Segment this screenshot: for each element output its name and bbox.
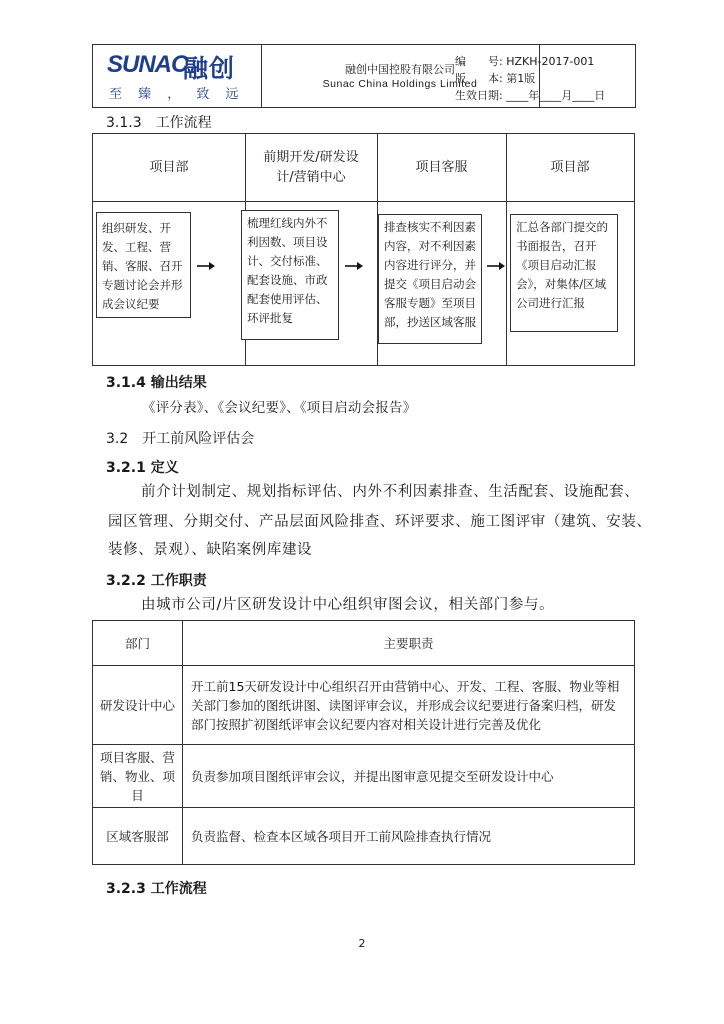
logo-cell [93, 45, 262, 107]
flow-box-3: 排查核实不利因素内容，对不利因素内容进行评分，并提交《项目启动会客服专题》至项目部，抄送区域客服 [378, 214, 482, 344]
table-row-3-duty: 负责监督、检查本区域各项目开工前风险排查执行情况 [191, 828, 492, 844]
table-row-1-dept: 研发设计中心 [99, 697, 175, 713]
flow-arrow-icon [197, 261, 215, 271]
sunac-logo-chinese: 融创 [183, 54, 236, 83]
table-row-2-duty: 负责参加项目图纸评审会议，并提出图审意见提交至研发设计中心 [191, 768, 554, 784]
table-header-dept: 部门 [124, 635, 150, 651]
section-3-2-1-text-line3: 装修、景观）、缺陷案例库建设 [108, 542, 313, 558]
flow-col-header-2: 前期开发/研发设计/营销中心 [263, 149, 359, 185]
flow-col-header-1: 项目部 [149, 159, 189, 175]
logo-slogan: 至 臻 ， 致 远 [109, 87, 245, 102]
flow-arrow-icon [487, 261, 505, 271]
section-3-2-1-text-line1: 前介计划制定、规划指标评估、内外不利因素排查、生活配套、设施配套、 [141, 484, 640, 500]
section-3-2-heading: 3.2 开工前风险评估会 [106, 431, 255, 447]
responsibility-table [92, 620, 635, 865]
flow-box-4: 汇总各部门提交的书面报告，召开《项目启动汇报会》，对集体/区域公司进行汇报 [510, 214, 618, 332]
effective-date: 生效日期: ____年____月____日 [455, 89, 606, 102]
table-row-2-dept: 项目客服、营销、物业、项目 [99, 749, 175, 803]
section-3-2-2-text: 由城市公司/片区研发设计中心组织审图会议，相关部门参与。 [141, 597, 555, 613]
section-3-2-1-heading: 3.2.1 定义 [106, 460, 179, 476]
doc-version: 版 本: 第1版 [455, 72, 536, 85]
table-header-duty: 主要职责 [383, 635, 434, 651]
workflow-chart-3-1-3 [92, 133, 635, 366]
section-3-1-3-heading: 3.1.3 工作流程 [106, 115, 212, 131]
section-3-1-4-heading: 3.1.4 输出结果 [106, 375, 207, 391]
flow-col-header-4: 项目部 [550, 159, 590, 175]
page-number: 2 [358, 937, 366, 950]
company-name-cn: 融创中国控股有限公司 [345, 63, 455, 76]
table-row-1-duty: 开工前15天研发设计中心组织召开由营销中心、开发、工程、客服、物业等相关部门参加的图纸讲图、读图评审会议，并形成会议纪要进行备案归档，研发部门按照扩初图纸评审会议纪要内容对相关设计进行完善及优化 [191, 678, 620, 732]
flow-box-2: 梳理红线内外不利因数、项目设计、交付标准、配套设施、市政配套使用评估、环评批复 [241, 210, 339, 340]
section-3-2-3-heading: 3.2.3 工作流程 [106, 881, 207, 897]
section-3-1-4-text: 《评分表》、《会议纪要》、《项目启动会报告》 [142, 400, 417, 416]
section-3-2-1-text-line2: 园区管理、分期交付、产品层面风险排查、环评要求、施工图评审（建筑、安装、 [108, 514, 652, 530]
sunac-logo-text: SUNAC [107, 51, 188, 78]
table-row-3-dept: 区域客服部 [106, 828, 169, 844]
company-name-en: Sunac China Holdings Limited [322, 78, 478, 90]
flow-box-1: 组织研发、开发、工程、营销、客服、召开专题讨论会并形成会议纪要 [96, 212, 191, 318]
doc-number: 编 号: HZKH-2017-001 [455, 55, 595, 68]
section-3-2-2-heading: 3.2.2 工作职责 [106, 573, 207, 589]
flow-col-header-3: 项目客服 [415, 159, 468, 175]
flow-arrow-icon [345, 261, 363, 271]
